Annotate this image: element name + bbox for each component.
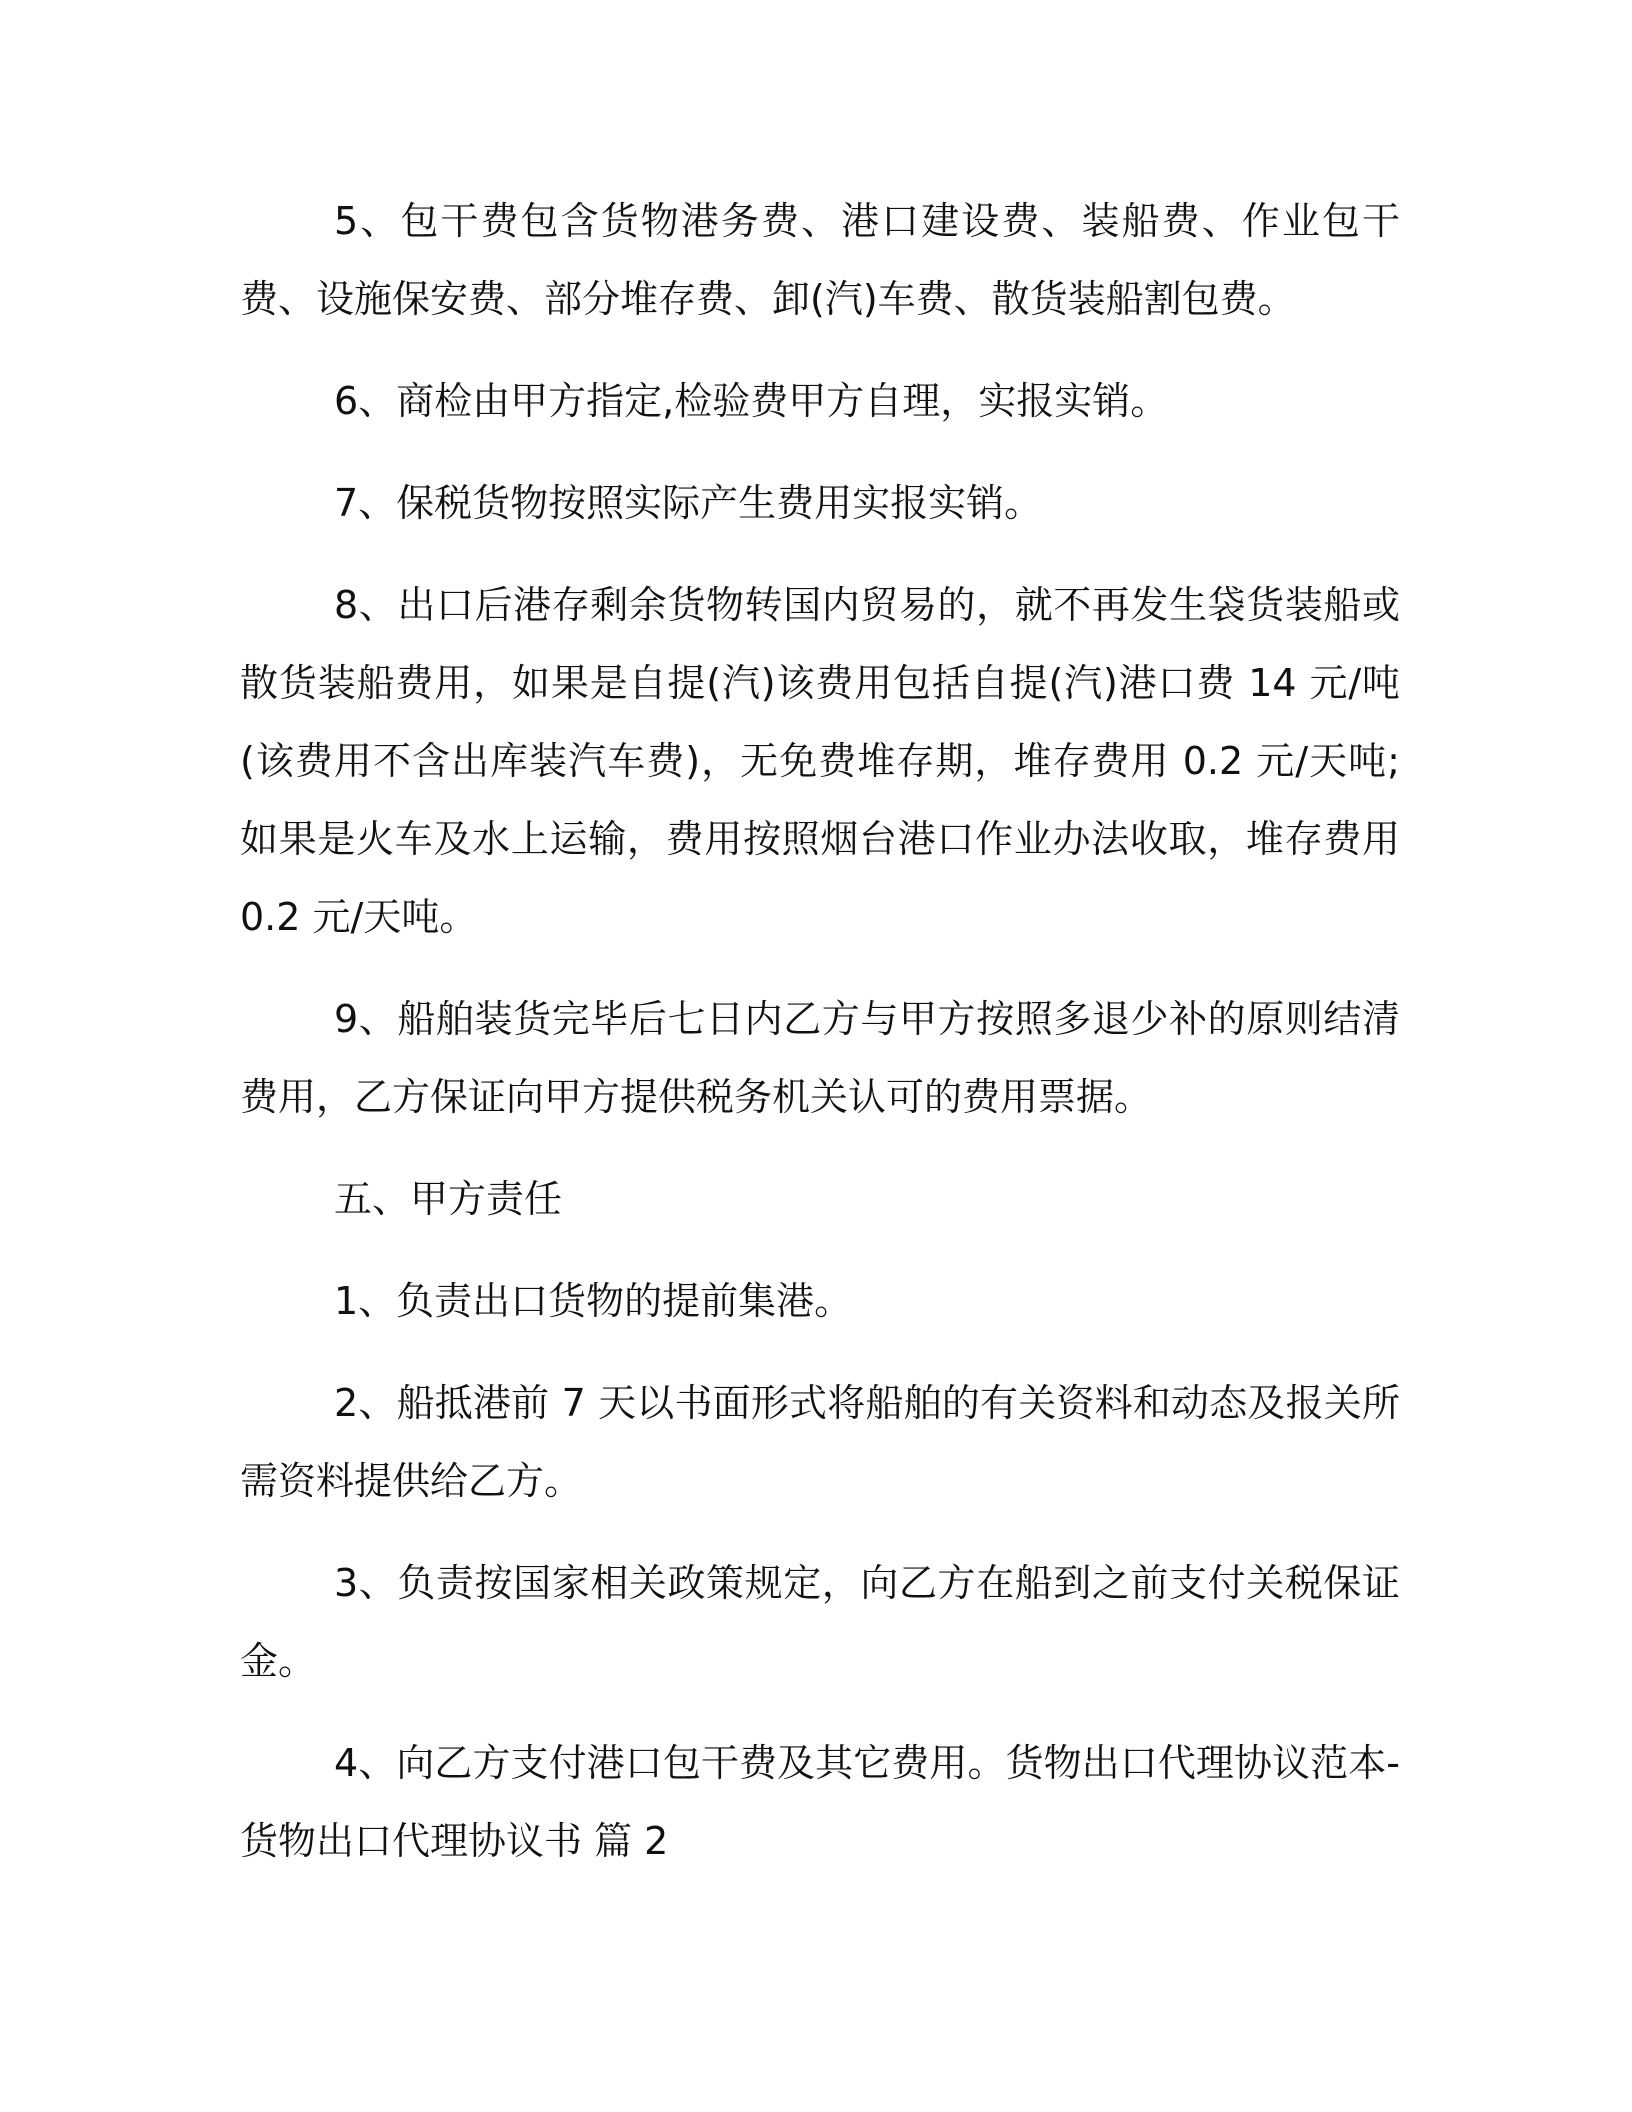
clause-5-paragraph: 5、包干费包含货物港务费、港口建设费、装船费、作业包干费、设施保安费、部分堆存费、卸(汽)车费、散货装船割包费。 bbox=[240, 199, 1400, 321]
responsibility-1-paragraph: 1、负责出口货物的提前集港。 bbox=[334, 1279, 853, 1323]
clause-7-paragraph: 7、保税货物按照实际产生费用实报实销。 bbox=[334, 481, 1043, 525]
responsibility-2-paragraph: 2、船抵港前 7 天以书面形式将船舶的有关资料和动态及报关所需资料提供给乙方。 bbox=[240, 1381, 1400, 1503]
document-body bbox=[240, 182, 1400, 1904]
responsibility-4-paragraph: 4、向乙方支付港口包干费及其它费用。货物出口代理协议范本-货物出口代理协议书 篇 2 bbox=[240, 1741, 1400, 1863]
section-heading-party-a-responsibilities: 五、甲方责任 bbox=[334, 1177, 563, 1221]
clause-6-paragraph: 6、商检由甲方指定,检验费甲方自理，实报实销。 bbox=[334, 379, 1169, 423]
responsibility-3-paragraph: 3、负责按国家相关政策规定，向乙方在船到之前支付关税保证金。 bbox=[240, 1561, 1400, 1683]
clause-9-paragraph: 9、船舶装货完毕后七日内乙方与甲方按照多退少补的原则结清费用，乙方保证向甲方提供税务机关认可的费用票据。 bbox=[240, 997, 1400, 1119]
clause-8-paragraph: 8、出口后港存剩余货物转国内贸易的，就不再发生袋货装船或散货装船费用，如果是自提(汽)该费用包括自提(汽)港口费 14 元/吨(该费用不含出库装汽车费)，无免费堆存期，堆存费用 0.2 元/天吨;如果是火车及水上运输，费用按照烟台港口作业办法收取，堆存费用 0.2 元/天吨。 bbox=[240, 583, 1400, 939]
